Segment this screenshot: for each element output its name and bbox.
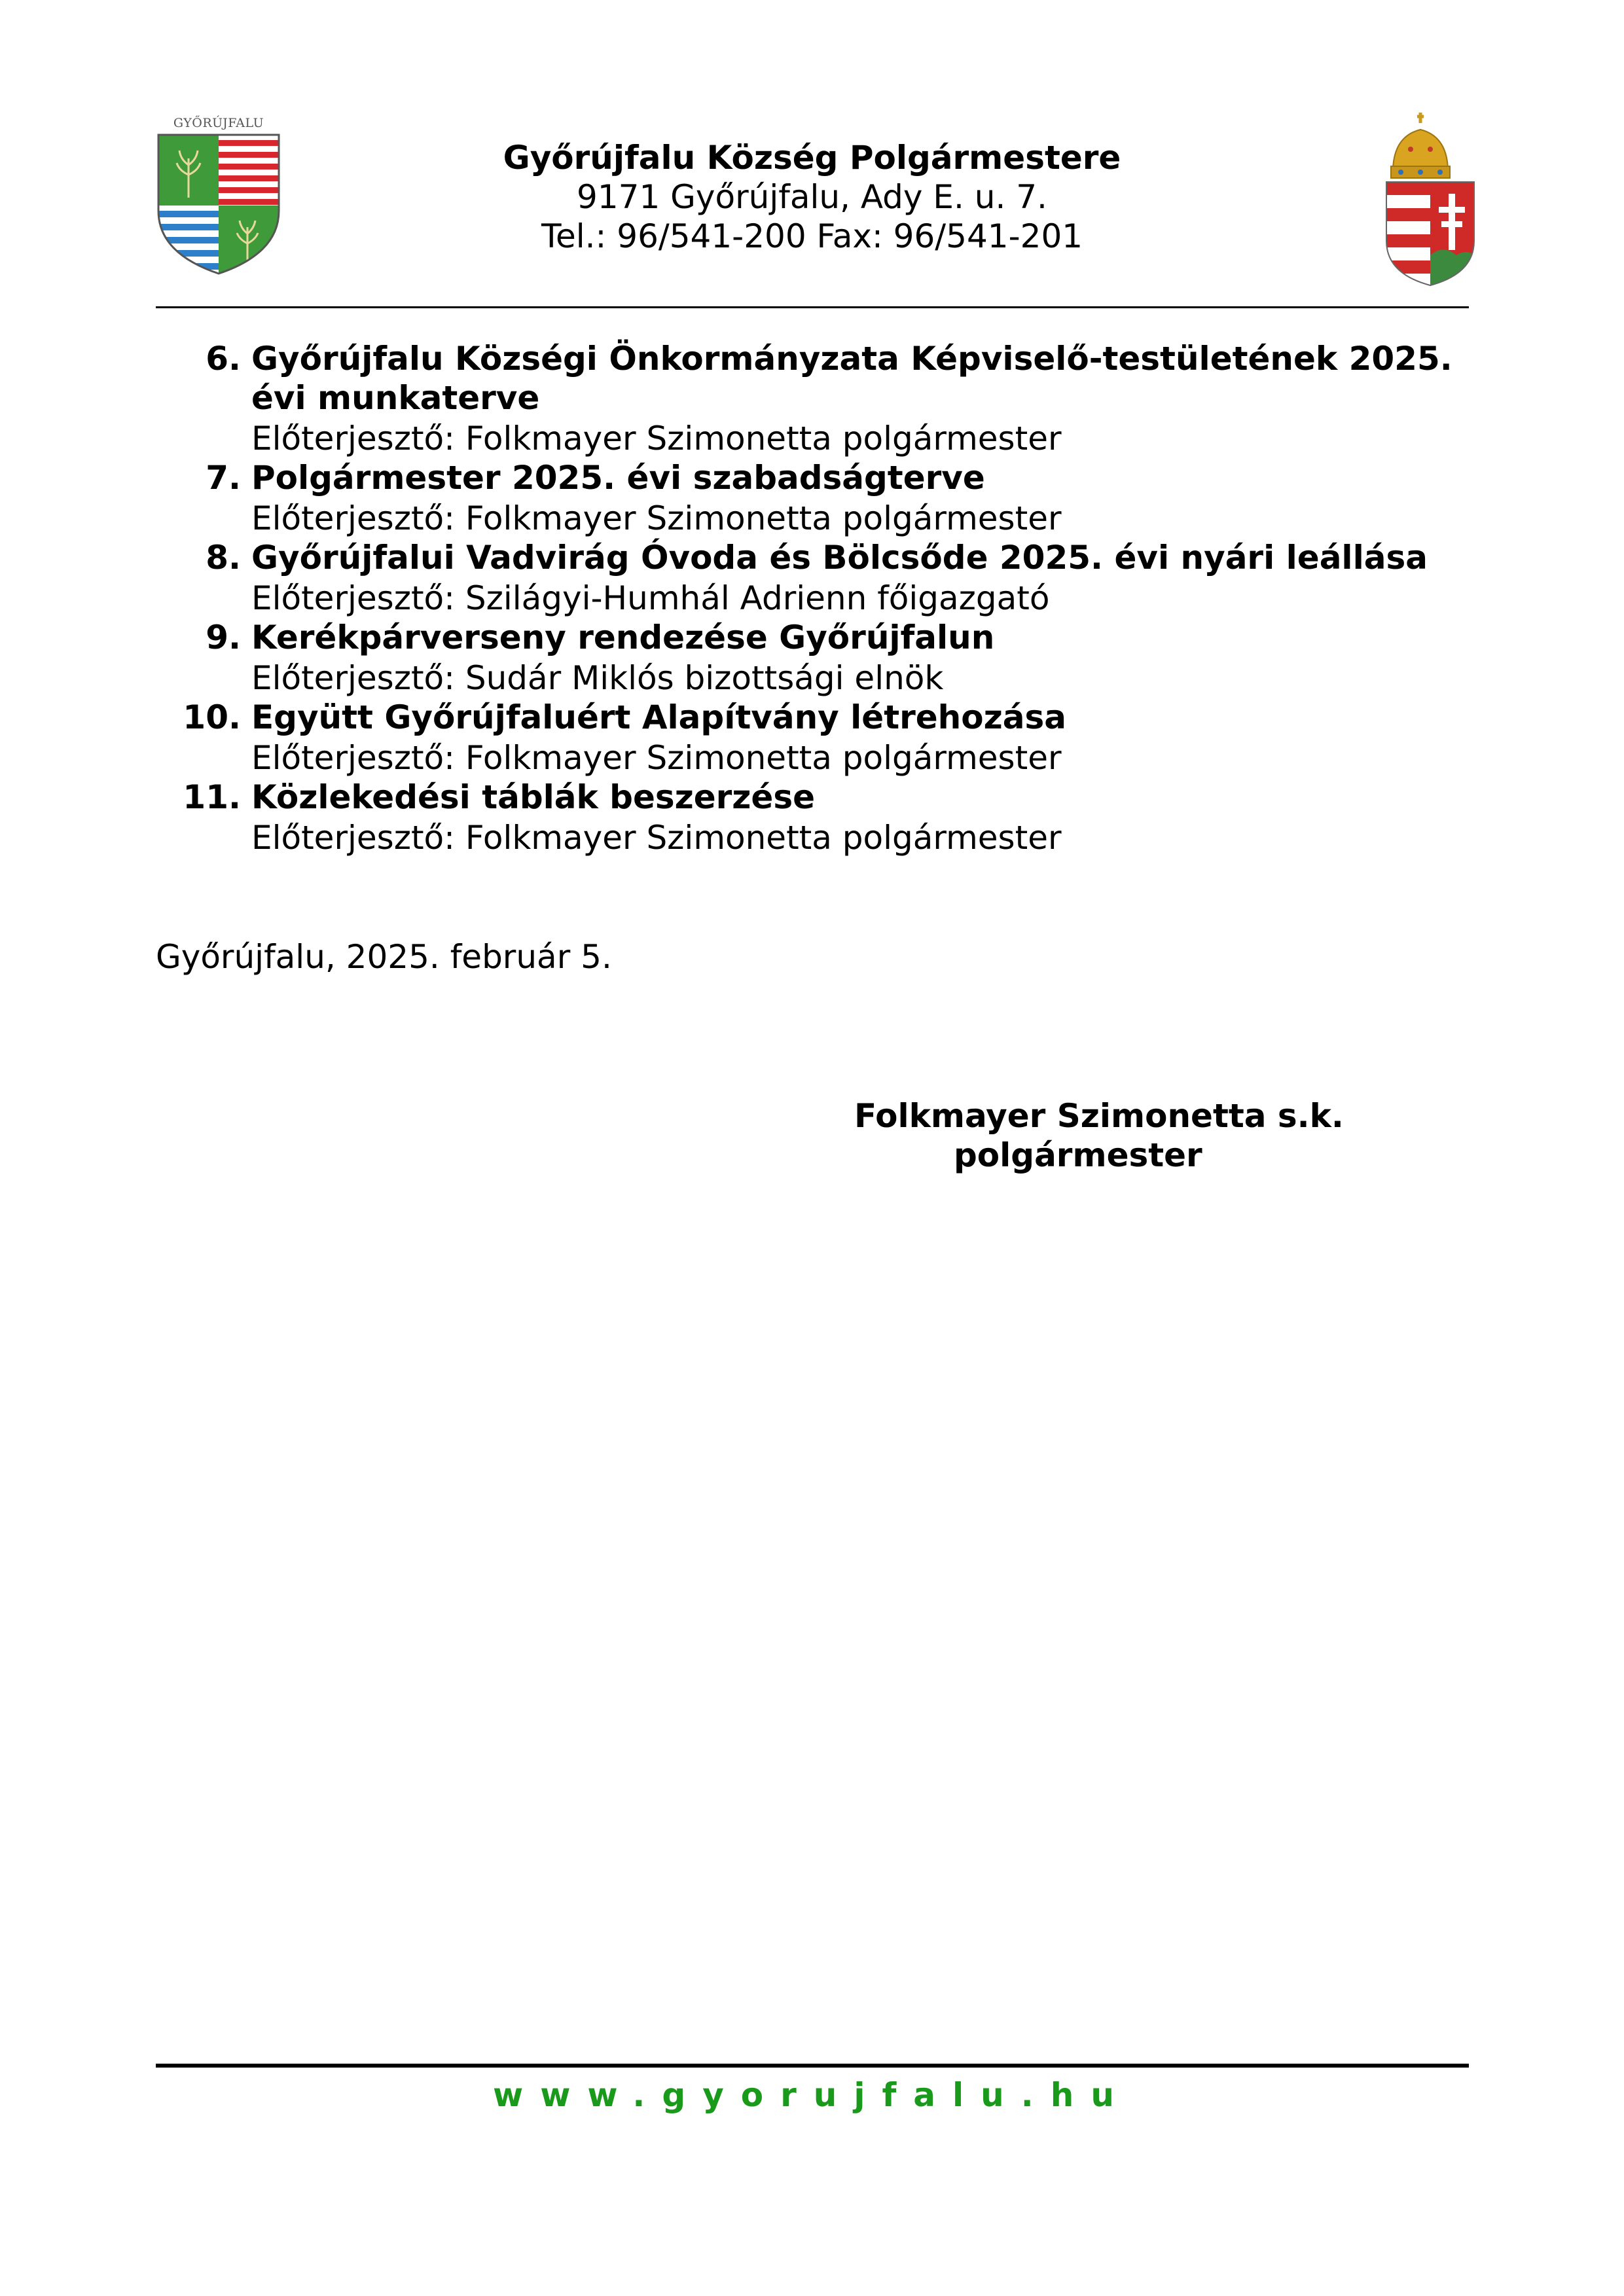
agenda-item-title: Győrújfalui Vadvirág Óvoda és Bölcsőde 2025. évi nyári leállása — [251, 539, 1428, 577]
agenda-item-title: Együtt Győrújfaluért Alapítvány létrehozása — [251, 698, 1066, 736]
footer-website-link[interactable]: www.gyorujfalu.hu — [493, 2076, 1131, 2114]
agenda-item-number: 7. — [206, 459, 241, 497]
agenda-item-presenter: Előterjesztő: Sudár Miklós bizottsági elnök — [251, 659, 944, 697]
agenda-item-number: 10. — [183, 698, 241, 736]
agenda-item-presenter: Előterjesztő: Folkmayer Szimonetta polgármester — [251, 499, 1062, 537]
agenda-item-number: 6. — [206, 340, 241, 378]
header-address: 9171 Győrújfalu, Ady E. u. 7. — [577, 178, 1047, 216]
header-divider — [156, 306, 1469, 308]
signer-name: Folkmayer Szimonetta s.k. — [854, 1097, 1344, 1135]
footer-divider — [156, 2064, 1469, 2068]
header-phone: Tel.: 96/541-200 Fax: 96/541-201 — [541, 217, 1083, 255]
agenda-item-title-continued: évi munkaterve — [251, 379, 540, 417]
hungarian-coat-of-arms-icon — [1381, 110, 1479, 288]
agenda-item-presenter: Előterjesztő: Folkmayer Szimonetta polgármester — [251, 739, 1062, 777]
agenda-item-number: 8. — [206, 539, 241, 577]
agenda-item-title: Kerékpárverseny rendezése Győrújfalun — [251, 619, 995, 656]
agenda-item-number: 9. — [206, 619, 241, 656]
header-title: Győrújfalu Község Polgármestere — [503, 139, 1121, 177]
agenda-item-presenter: Előterjesztő: Szilágyi-Humhál Adrienn főigazgató — [251, 579, 1050, 617]
date-line: Győrújfalu, 2025. február 5. — [156, 938, 612, 976]
agenda-item-presenter: Előterjesztő: Folkmayer Szimonetta polgármester — [251, 819, 1062, 857]
agenda-item-title: Győrújfalu Községi Önkormányzata Képviselő-testületének 2025. — [251, 340, 1453, 378]
national-coat-of-arms — [1381, 110, 1479, 288]
svg-text:GYŐRÚJFALU: GYŐRÚJFALU — [173, 116, 264, 130]
signer-title: polgármester — [954, 1136, 1202, 1174]
agenda-item-number: 11. — [183, 778, 241, 816]
agenda-item-title: Közlekedési táblák beszerzése — [251, 778, 815, 816]
agenda-item-title: Polgármester 2025. évi szabadságterve — [251, 459, 985, 497]
agenda-item-presenter: Előterjesztő: Folkmayer Szimonetta polgármester — [251, 420, 1062, 457]
